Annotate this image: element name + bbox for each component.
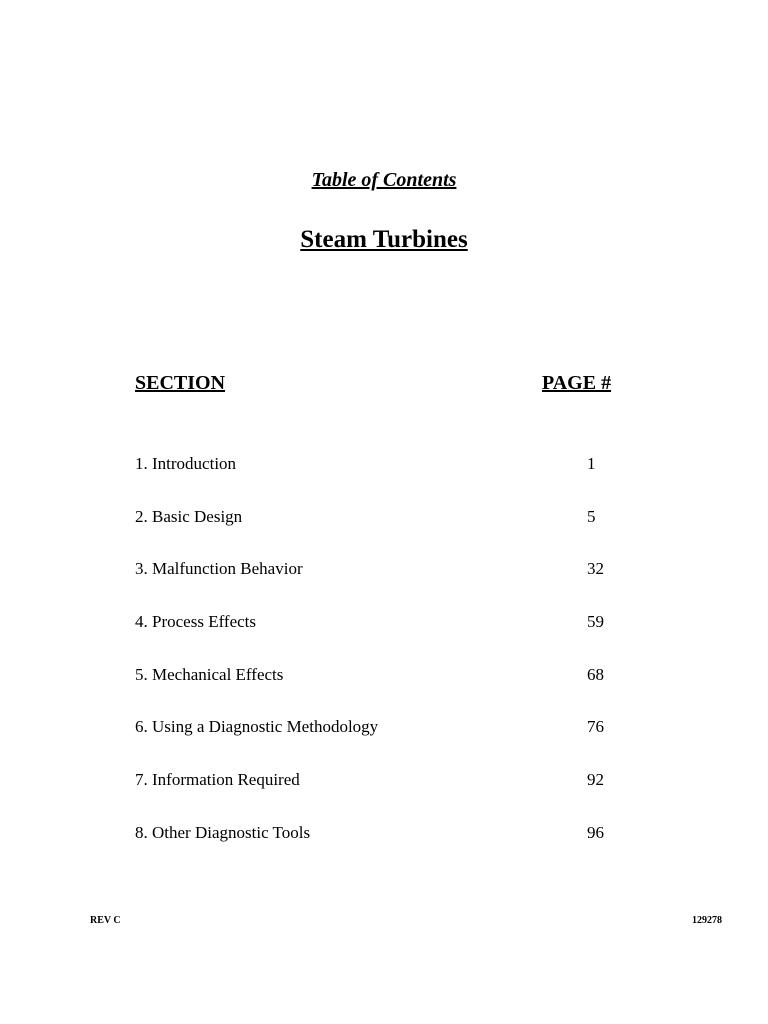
- toc-entry-page: 1: [587, 454, 596, 473]
- toc-entry-label: 2. Basic Design: [135, 507, 243, 526]
- document-number: 129278: [692, 915, 722, 926]
- toc-entry-page: 76: [587, 717, 604, 736]
- toc-entry-page: 92: [587, 770, 604, 789]
- toc-entry: [0, 452, 768, 476]
- toc-entry-page: 32: [587, 559, 604, 578]
- toc-entry: [0, 557, 768, 581]
- page-column-header: PAGE #: [542, 372, 612, 394]
- table-of-contents-caption: Table of Contents: [311, 169, 457, 191]
- toc-entry-page: 68: [587, 665, 604, 684]
- document-title: Steam Turbines: [300, 226, 468, 253]
- toc-entry-page: 96: [587, 823, 604, 842]
- toc-entry-page: 59: [587, 612, 604, 631]
- toc-entry: [0, 821, 768, 845]
- toc-entry: [0, 715, 768, 739]
- toc-entry-label: 6. Using a Diagnostic Methodology: [135, 717, 379, 736]
- toc-entry-label: 5. Mechanical Effects: [135, 665, 284, 684]
- toc-entry: [0, 768, 768, 792]
- toc-entry-label: 1. Introduction: [135, 454, 237, 473]
- toc-entry: [0, 663, 768, 687]
- toc-entry-label: 7. Information Required: [135, 770, 300, 789]
- toc-entry-page: 5: [587, 507, 596, 526]
- toc-entry-label: 8. Other Diagnostic Tools: [135, 823, 311, 842]
- toc-entry: [0, 505, 768, 529]
- revision-label: REV C: [90, 915, 121, 926]
- toc-entry-label: 3. Malfunction Behavior: [135, 559, 303, 578]
- section-column-header: SECTION: [135, 372, 226, 394]
- toc-entry: [0, 610, 768, 634]
- toc-entry-label: 4. Process Effects: [135, 612, 257, 631]
